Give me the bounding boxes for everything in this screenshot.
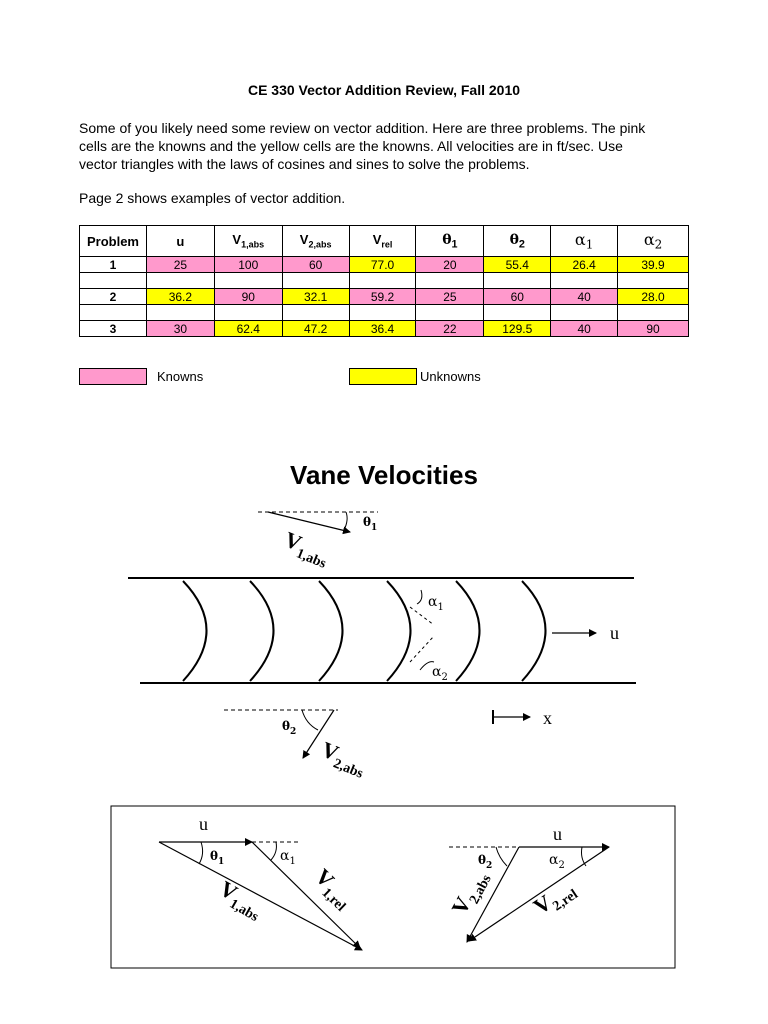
intro-line: cells are the knowns and the yellow cells are the knowns. All velocities are in ft/sec. Use: [79, 138, 623, 154]
table-cell: 22: [416, 321, 484, 337]
alpha2-label: $\alpha_2$: [432, 664, 448, 683]
table-cell: 40: [551, 321, 618, 337]
inlet-theta1-label: $\theta_1$: [210, 849, 225, 867]
x-direction-indicator: [493, 708, 552, 728]
header-problem: Problem: [80, 226, 147, 257]
theta2-label: $\theta_2$: [282, 719, 297, 737]
inlet-v1rel-label: $V_{1,rel}$: [310, 863, 349, 915]
v2abs-outgoing-vector: [224, 710, 371, 782]
table-cell: 55.4: [484, 257, 551, 273]
outlet-theta2-label: $\theta_2$: [478, 853, 493, 871]
table-cell: 36.2: [146, 289, 214, 305]
table-cell: 28.0: [618, 289, 689, 305]
table-cell: 40: [551, 289, 618, 305]
intro-line: Some of you likely need some review on vector addition. Here are three problems. The pink: [79, 120, 646, 136]
table-cell: 100: [214, 257, 282, 273]
unknown-legend-label: Unknowns: [420, 369, 481, 384]
table-cell: 90: [618, 321, 689, 337]
v1abs-incoming-vector: [258, 512, 378, 572]
header-v2abs: $V_{2,abs}$: [282, 226, 349, 257]
table-cell: 62.4: [214, 321, 282, 337]
header-theta1: $\theta_1$: [416, 226, 484, 257]
problem-number: 3: [80, 321, 147, 337]
diagram-title: Vane Velocities: [290, 460, 478, 490]
table-cell: 77.0: [349, 257, 416, 273]
table-cell: 59.2: [349, 289, 416, 305]
problem-number: 2: [80, 289, 147, 305]
v1abs-label: $V_{1,abs}$: [281, 526, 329, 572]
inlet-alpha1-label: $\alpha_1$: [280, 848, 296, 867]
outlet-alpha2-label: $\alpha_2$: [549, 852, 565, 871]
header-u: u: [146, 226, 214, 257]
page-note: Page 2 shows examples of vector addition.: [79, 190, 346, 206]
table-cell: 129.5: [484, 321, 551, 337]
document-title: CE 330 Vector Addition Review, Fall 2010: [247, 82, 521, 98]
table-cell: 25: [416, 289, 484, 305]
header-alpha2: $\alpha_2$: [618, 226, 689, 257]
inlet-v1abs-label: $V_{1,abs}$: [215, 875, 261, 925]
table-cell: 90: [214, 289, 282, 305]
header-theta2: $\theta_2$: [484, 226, 551, 257]
vane-blades: [183, 581, 546, 681]
theta1-label: $\theta_1$: [363, 515, 378, 533]
intro-line: vector triangles with the laws of cosines and sines to solve the problems.: [79, 156, 530, 172]
known-legend-label: Knowns: [157, 369, 204, 384]
v2abs-label: $V_{2,abs}$: [318, 736, 366, 782]
table-cell: 60: [282, 257, 349, 273]
outlet-v2abs-label: $V_{2,abs}$: [446, 872, 495, 919]
table-cell: 30: [146, 321, 214, 337]
table-cell: 60: [484, 289, 551, 305]
table-cell: 26.4: [551, 257, 618, 273]
problem-number: 1: [80, 257, 147, 273]
table-cell: 32.1: [282, 289, 349, 305]
table-cell: 47.2: [282, 321, 349, 337]
vane-channel: [128, 578, 636, 683]
outlet-velocity-triangle: [446, 824, 609, 942]
outlet-v2rel-label: $V_{2,rel}$: [528, 887, 581, 920]
alpha1-label: $\alpha_1$: [428, 594, 444, 613]
velocity-triangles-box: [111, 806, 675, 968]
u-label: u: [610, 623, 619, 643]
table-cell: 39.9: [618, 257, 689, 273]
outlet-u-label: u: [553, 824, 562, 844]
x-label: x: [543, 708, 552, 728]
table-cell: 36.4: [349, 321, 416, 337]
blade-angle-lines: [410, 607, 434, 662]
table-cell: 25: [146, 257, 214, 273]
header-vrel: $V_{rel}$: [349, 226, 416, 257]
table-cell: 20: [416, 257, 484, 273]
inlet-u-label: u: [199, 814, 208, 834]
header-v1abs: $V_{1,abs}$: [214, 226, 282, 257]
inlet-velocity-triangle: [159, 814, 362, 950]
header-alpha1: $\alpha_1$: [551, 226, 618, 257]
